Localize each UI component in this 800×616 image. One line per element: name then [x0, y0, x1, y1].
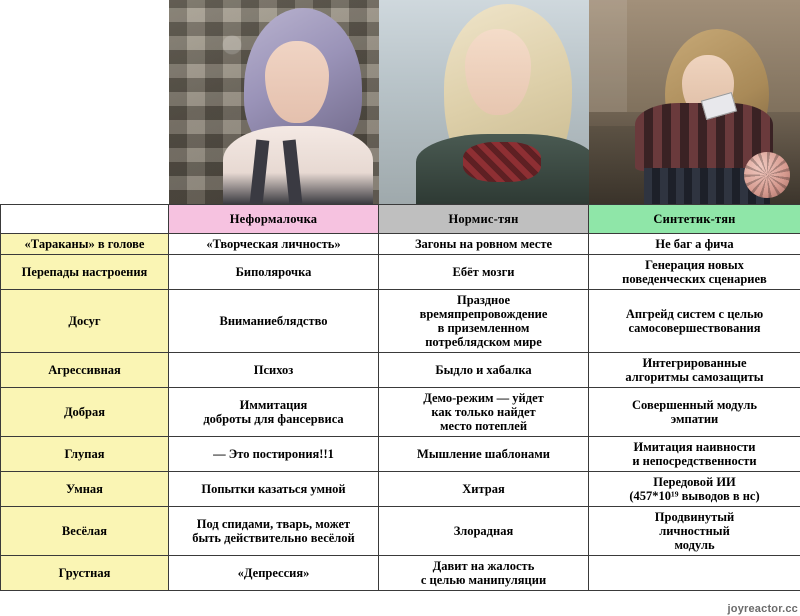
row-label: Весёлая: [1, 507, 169, 556]
cell-r7-c3: Передовой ИИ (457*10¹⁹ выводов в нс): [589, 472, 800, 507]
table-row: [1, 437, 800, 472]
cell-r3-c1: Вниманиеблядство: [169, 290, 379, 353]
cell-r2-c1: Биполярочка: [169, 255, 379, 290]
cell-r3-c3: Апгрейд систем с целью самосовершествования: [589, 290, 800, 353]
table-row: [1, 290, 800, 353]
table-row: [1, 353, 800, 388]
cell-r2-c2: Ебёт мозги: [379, 255, 589, 290]
row-label: Умная: [1, 472, 169, 507]
cell-r8-c1: Под спидами, тварь, может быть действительно весёлой: [169, 507, 379, 556]
row-label: Перепады настроения: [1, 255, 169, 290]
cell-r4-c2: Быдло и хабалка: [379, 353, 589, 388]
photo-cell-3: [589, 0, 800, 205]
cell-r5-c3: Совершенный модуль эмпатии: [589, 388, 800, 437]
header-row: [1, 205, 800, 234]
face-shape-icon: [465, 29, 531, 115]
photo-neformalochka: [169, 0, 379, 204]
cell-r6-c3: Имитация наивности и непосредственности: [589, 437, 800, 472]
cell-r1-c1: «Творческая личность»: [169, 234, 379, 255]
table-row: [1, 507, 800, 556]
photo-row-label-spacer: [1, 0, 169, 205]
cell-r1-c2: Загоны на ровном месте: [379, 234, 589, 255]
column-header-3: Синтетик-тян: [589, 205, 800, 234]
cell-r1-c3: Не баг а фича: [589, 234, 800, 255]
cell-r6-c2: Мышление шаблонами: [379, 437, 589, 472]
cell-r9-c2: Давит на жалость с целью манипуляции: [379, 556, 589, 591]
photo-normis-tyan: [379, 0, 589, 204]
cell-r4-c1: Психоз: [169, 353, 379, 388]
cell-r6-c1: — Это постирония!!1: [169, 437, 379, 472]
row-label: Глупая: [1, 437, 169, 472]
table-row: [1, 234, 800, 255]
photo-cell-2: [379, 0, 589, 205]
table-row: [1, 255, 800, 290]
cell-r7-c2: Хитрая: [379, 472, 589, 507]
row-label: Досуг: [1, 290, 169, 353]
photo-row: [1, 0, 800, 205]
photo-sintetik-tyan: [589, 0, 800, 204]
row-label: Грустная: [1, 556, 169, 591]
cell-r2-c3: Генерация новых поведенческих сценариев: [589, 255, 800, 290]
watermark-credit: joyreactor.cc: [727, 603, 798, 615]
scarf-shape-icon: [463, 142, 541, 182]
table-row: [1, 556, 800, 591]
column-header-1: Неформалочка: [169, 205, 379, 234]
cell-r9-c3: [589, 556, 800, 591]
cell-r4-c3: Интегрированные алгоритмы самозащиты: [589, 353, 800, 388]
row-label: Добрая: [1, 388, 169, 437]
cell-r5-c2: Демо-режим — уйдет как только найдет место потеплей: [379, 388, 589, 437]
cell-r7-c1: Попытки казаться умной: [169, 472, 379, 507]
cell-r8-c3: Продвинутый личностный модуль: [589, 507, 800, 556]
cell-r3-c2: Праздное времяпрепровождение в приземленном потреблядском мире: [379, 290, 589, 353]
cell-r8-c2: Злорадная: [379, 507, 589, 556]
photo-cell-1: [169, 0, 379, 205]
cell-r5-c1: Иммитация доброты для фансервиса: [169, 388, 379, 437]
table-row: [1, 388, 800, 437]
table-row: [1, 472, 800, 507]
ball-icon: [744, 152, 790, 198]
header-label-cell: [1, 205, 169, 234]
row-label: «Тараканы» в голове: [1, 234, 169, 255]
cell-r9-c1: «Депрессия»: [169, 556, 379, 591]
row-label: Агрессивная: [1, 353, 169, 388]
column-header-2: Нормис-тян: [379, 205, 589, 234]
